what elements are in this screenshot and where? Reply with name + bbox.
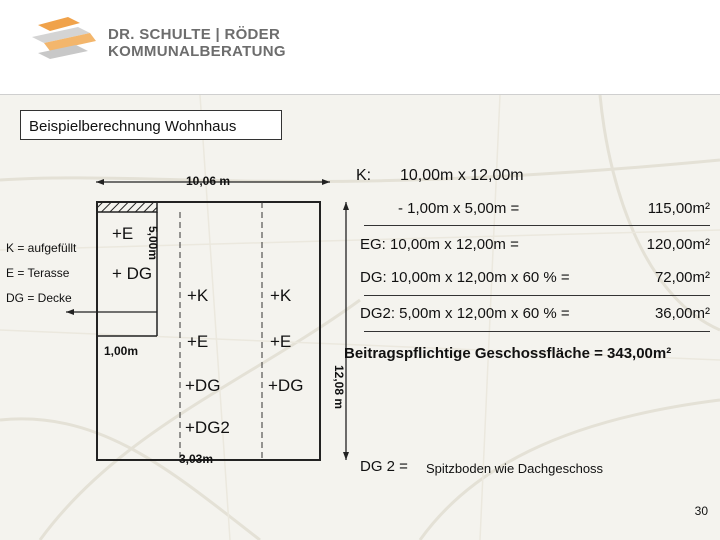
page-title: Beispielberechnung Wohnhaus xyxy=(29,118,237,135)
grid-mark-col2-k: +K xyxy=(270,286,292,305)
bottom-width-label: 3,03m xyxy=(179,452,214,466)
page-number: 30 xyxy=(694,504,708,518)
grid-mark-col2-dg: +DG xyxy=(268,376,304,395)
grid-mark-col1-k: +K xyxy=(187,286,209,305)
calc-rule-2 xyxy=(364,295,710,296)
grid-mark-col1-dg: +DG xyxy=(185,376,221,395)
grid-mark-col2-e: +E xyxy=(270,332,292,351)
grid-mark-col1-dg2: +DG2 xyxy=(185,418,230,437)
calc-rule-3 xyxy=(364,331,710,332)
grid-mark-col1-e: +E xyxy=(187,332,209,351)
brand-name-line2: KOMMUNALBERATUNG xyxy=(108,43,286,60)
left-mark-e: +E xyxy=(112,224,134,243)
right-height-label: 12,08 m xyxy=(332,365,346,410)
footnote-text: Spitzboden wie Dachgeschoss xyxy=(426,461,604,476)
left-mark-dg: + DG xyxy=(112,264,153,283)
legend-e: E = Terasse xyxy=(6,266,70,280)
calc-k-dims: 10,00m x 12,00m xyxy=(400,167,524,184)
calc-minus-line: - 1,00m x 5,00m = xyxy=(398,200,520,217)
width-dimension-label: 10,06 m xyxy=(186,174,231,188)
legend-dg: DG = Decke xyxy=(6,291,72,305)
calc-total: Beitragspflichtige Geschossfläche = 343,00m² xyxy=(344,345,672,362)
top-height-label: 5,00m xyxy=(146,226,160,261)
calc-dg2-line: DG2: 5,00m x 12,00m x 60 % = xyxy=(360,305,570,322)
header-divider xyxy=(0,94,720,95)
footnote-label: DG 2 = xyxy=(360,458,408,475)
title-box xyxy=(20,110,282,140)
left-offset-label: 1,00m xyxy=(104,344,139,358)
calc-eg-value: 120,00m² xyxy=(646,236,710,253)
calc-dg-line: DG: 10,00m x 12,00m x 60 % = xyxy=(360,269,570,286)
calc-dg2-value: 36,00m² xyxy=(654,305,710,322)
calc-eg-line: EG: 10,00m x 12,00m = xyxy=(360,236,519,253)
brand-logo-icon xyxy=(30,15,102,65)
brand-name-line1: DR. SCHULTE | RÖDER xyxy=(108,26,281,43)
calc-k-label: K: xyxy=(356,167,372,184)
calc-minus-value: 115,00m² xyxy=(647,200,710,217)
calc-rule-1 xyxy=(364,225,710,226)
legend-k: K = aufgefüllt xyxy=(6,241,77,255)
calc-dg-value: 72,00m² xyxy=(654,269,710,286)
floor-plan-drawing xyxy=(0,160,360,480)
